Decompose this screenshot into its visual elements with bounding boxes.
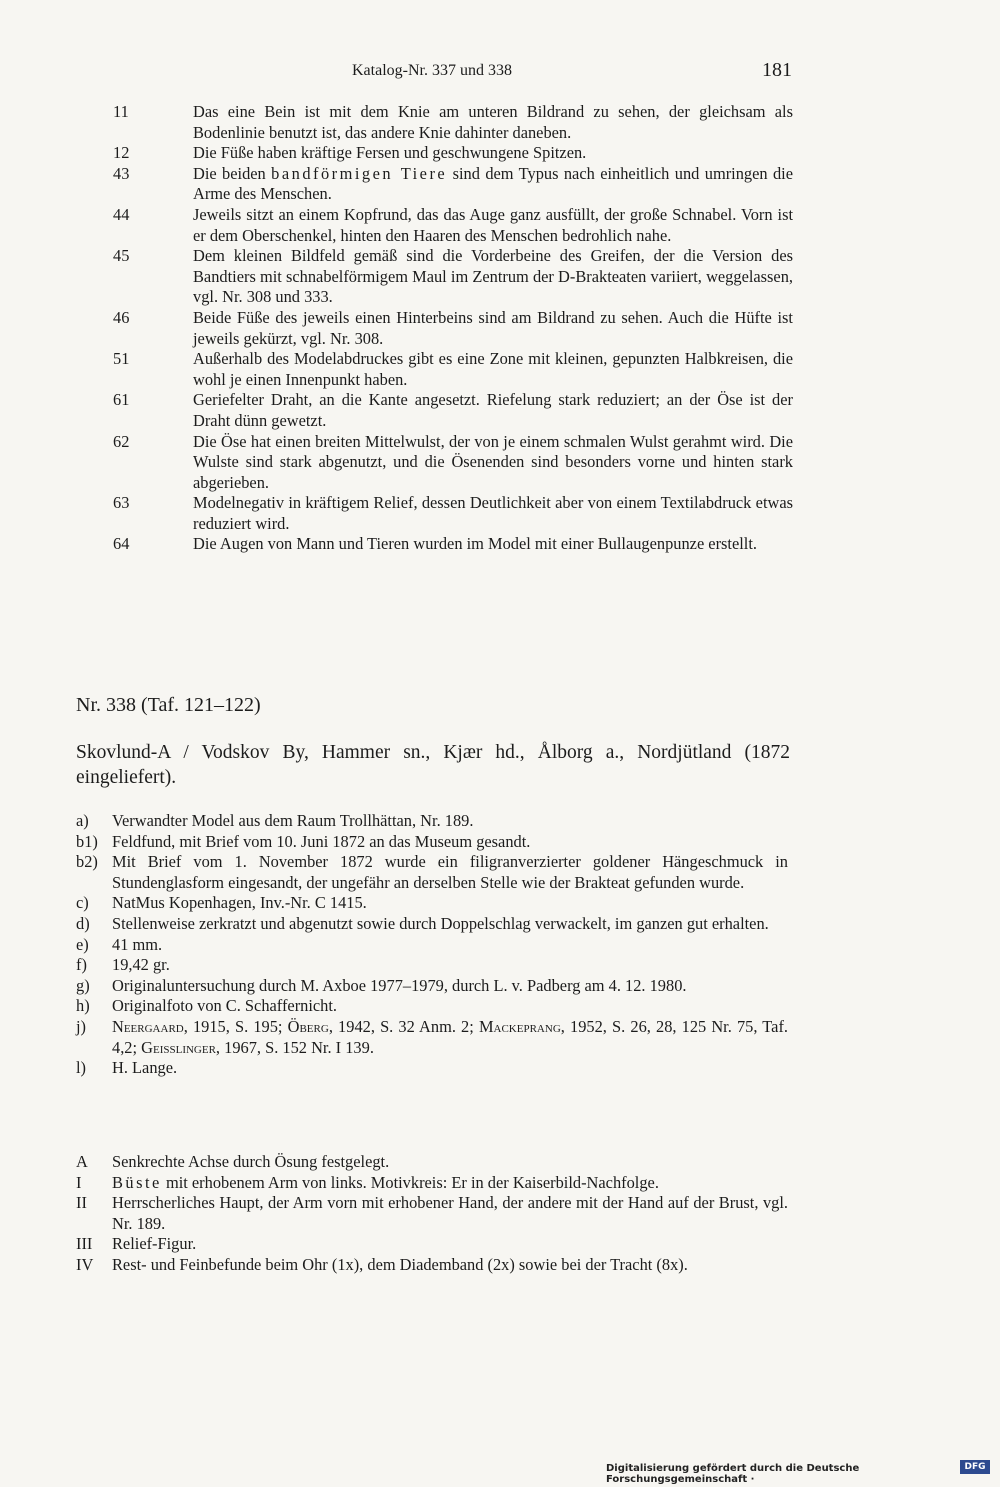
- detail-item: [0, 955, 1000, 976]
- description-text: Relief-Figur.: [112, 1234, 197, 1254]
- note-item: [0, 164, 1000, 205]
- note-item: [0, 432, 1000, 494]
- notes-list: [0, 102, 1000, 555]
- description-item: [0, 1152, 1000, 1173]
- detail-text: H. Lange.: [112, 1058, 178, 1078]
- note-number: 12: [113, 143, 130, 163]
- page-number: 181: [762, 59, 792, 81]
- note-item: [0, 534, 1000, 555]
- detail-text: Originaluntersuchung durch M. Axboe 1977–1979, durch L. v. Padberg am 4. 12. 1980.: [112, 975, 687, 995]
- description-item: [0, 1173, 1000, 1194]
- detail-text: NatMus Kopenhagen, Inv.-Nr. C 1415.: [112, 893, 367, 913]
- note-text: [193, 164, 793, 205]
- note-number: 62: [113, 431, 130, 451]
- entry-heading: Nr. 338 (Taf. 121–122): [76, 694, 261, 716]
- note-text: Dem kleinen Bildfeld gemäß sind die Vorderbeine des Greifen, der die Version des Bandtiers mit schnabelförmigem Maul im Zentrum der D-Brakteaten variiert, weggelassen, vgl. Nr. 308 und 333.: [193, 246, 793, 307]
- running-title: Katalog-Nr. 337 und 338: [352, 62, 512, 79]
- detail-key: h): [76, 996, 90, 1016]
- note-number: 44: [113, 204, 130, 224]
- detail-text: Mit Brief vom 1. November 1872 wurde ein filigranverzierter goldener Hängeschmuck in Stundenglasform eingesandt, der ungefähr an derselben Stelle wie der Brakteat gefunden wurde.: [112, 852, 788, 892]
- detail-item: [0, 935, 1000, 956]
- description-list: [0, 1152, 1000, 1276]
- note-text-spaced: bandförmigen Tiere: [271, 163, 448, 183]
- detail-item: [0, 811, 1000, 832]
- note-number: 61: [113, 390, 130, 410]
- note-text: Das eine Bein ist mit dem Knie am unteren Bildrand zu sehen, der gleichsam als Bodenlinie benutzt ist, das andere Knie dahinter daneben.: [193, 102, 793, 142]
- note-text: Die Füße haben kräftige Fersen und geschwungene Spitzen.: [193, 143, 587, 163]
- detail-item: [0, 914, 1000, 935]
- note-number: 11: [113, 102, 129, 121]
- note-text-post: sind dem Typus nach einheitlich und umringen die Arme des Menschen.: [193, 163, 793, 204]
- note-text: Außerhalb des Modelabdruckes gibt es eine Zone mit kleinen, gepunzten Halbkreisen, die wohl je einen Innenpunkt haben.: [193, 349, 793, 389]
- note-number: 64: [113, 534, 130, 554]
- detail-key: d): [76, 913, 90, 933]
- running-head: [0, 59, 1000, 86]
- note-number: 46: [113, 307, 130, 327]
- detail-key: b2): [76, 852, 98, 872]
- detail-text: Originalfoto von C. Schaffernicht.: [112, 996, 338, 1016]
- detail-text: Stellenweise zerkratzt und abgenutzt sowie durch Doppelschlag verwackelt, im ganzen gut erhalten.: [112, 913, 769, 933]
- note-text: Geriefelter Draht, an die Kante angesetzt. Riefelung stark reduziert; an der Öse ist der Draht dünn gewetzt.: [193, 390, 793, 430]
- description-text: [112, 1173, 788, 1194]
- description-key: A: [76, 1152, 88, 1171]
- detail-text: 19,42 gr.: [112, 955, 170, 975]
- note-text: Die Augen von Mann und Tieren wurden im Model mit einer Bullaugenpunze erstellt.: [193, 534, 758, 554]
- bib-ref: , 1952, S. 26, 28, 125 Nr. 75, Taf. 4,2;: [112, 1016, 788, 1057]
- detail-key: c): [76, 893, 89, 913]
- digitization-credit: Digitalisierung gefördert durch die Deutsche Forschungsgemeinschaft ·: [606, 1463, 860, 1485]
- detail-item: [0, 1058, 1000, 1079]
- description-text: Senkrechte Achse durch Ösung festgelegt.: [112, 1152, 390, 1171]
- description-text: Herrscherliches Haupt, der Arm vorn mit erhobener Hand, der andere mit der Hand auf der Brust, vgl. Nr. 189.: [112, 1193, 788, 1233]
- note-text: Beide Füße des jeweils einen Hinterbeins sind am Bildrand zu sehen. Auch die Hüfte ist jeweils gekürzt, vgl. Nr. 308.: [193, 307, 793, 348]
- detail-item: [0, 852, 1000, 893]
- entry-location: Skovlund-A / Vodskov By, Hammer sn., Kjær hd., Ålborg a., Nordjütland (1872 eingeliefert).: [76, 742, 790, 788]
- note-text-pre: Die beiden: [193, 163, 272, 183]
- description-text-spaced: Büste: [112, 1172, 162, 1192]
- description-key: III: [76, 1234, 93, 1254]
- detail-key: g): [76, 975, 90, 995]
- note-number: 43: [113, 163, 130, 183]
- note-item: [0, 493, 1000, 534]
- note-item: [0, 308, 1000, 349]
- description-text: Rest- und Feinbefunde beim Ohr (1x), dem Diademband (2x) sowie bei der Tracht (8x).: [112, 1254, 688, 1274]
- description-key: I: [76, 1172, 82, 1192]
- detail-key: a): [76, 811, 89, 830]
- note-item: [0, 205, 1000, 246]
- detail-key: l): [76, 1058, 87, 1078]
- detail-key: f): [76, 955, 87, 975]
- detail-item: [0, 1017, 1000, 1058]
- bib-ref: , 1915, S. 195;: [183, 1016, 288, 1036]
- bibliography-text: [112, 1017, 788, 1058]
- detail-text: 41 mm.: [112, 934, 163, 954]
- bib-author: Geisslinger: [141, 1037, 216, 1057]
- description-text-post: mit erhobenem Arm von links. Motivkreis: Er in der Kaiserbild-Nachfolge.: [161, 1172, 659, 1192]
- note-item: [0, 143, 1000, 164]
- detail-item: [0, 996, 1000, 1017]
- detail-text: Verwandter Model aus dem Raum Trollhättan, Nr. 189.: [112, 811, 474, 830]
- bib-ref: , 1967, S. 152 Nr. I 139.: [215, 1037, 374, 1057]
- detail-key: e): [76, 934, 89, 954]
- note-text: Modelnegativ in kräftigem Relief, dessen Deutlichkeit aber von einem Textilabdruck etwas reduziert wird.: [193, 493, 793, 533]
- details-list: [0, 811, 1000, 1079]
- note-text: Jeweils sitzt an einem Kopfrund, das das Auge ganz ausfüllt, der große Schnabel. Vorn ist er dem Oberschenkel, hinten den Haaren des Menschen bedrohlich nahe.: [193, 204, 793, 245]
- description-item: [0, 1255, 1000, 1276]
- detail-item: [0, 976, 1000, 997]
- description-key: IV: [76, 1254, 94, 1274]
- bib-author: Neergaard: [112, 1016, 184, 1036]
- bib-author: Öberg: [287, 1016, 329, 1036]
- note-number: 45: [113, 246, 130, 266]
- description-key: II: [76, 1193, 87, 1213]
- note-item: [0, 349, 1000, 390]
- bib-ref: , 1942, S. 32 Anm. 2;: [328, 1016, 479, 1036]
- detail-text: Feldfund, mit Brief vom 10. Juni 1872 an das Museum gesandt.: [112, 831, 531, 851]
- description-item: [0, 1234, 1000, 1255]
- detail-item: [0, 832, 1000, 853]
- bib-author: Mackeprang: [478, 1016, 561, 1036]
- description-item: [0, 1193, 1000, 1234]
- note-item: [0, 102, 1000, 143]
- detail-key: j): [76, 1016, 87, 1036]
- detail-item: [0, 893, 1000, 914]
- note-text: Die Öse hat einen breiten Mittelwulst, der von je einem schmalen Wulst gerahmt wird. Die Wulste sind stark abgenutzt, und die Ösenenden sind besonders vorne und hinten stark abgerieben.: [193, 431, 793, 492]
- dfg-logo: DFG: [960, 1460, 990, 1474]
- note-number: 51: [113, 349, 130, 369]
- detail-key: b1): [76, 831, 98, 851]
- note-item: [0, 246, 1000, 308]
- note-item: [0, 390, 1000, 431]
- note-number: 63: [113, 493, 130, 513]
